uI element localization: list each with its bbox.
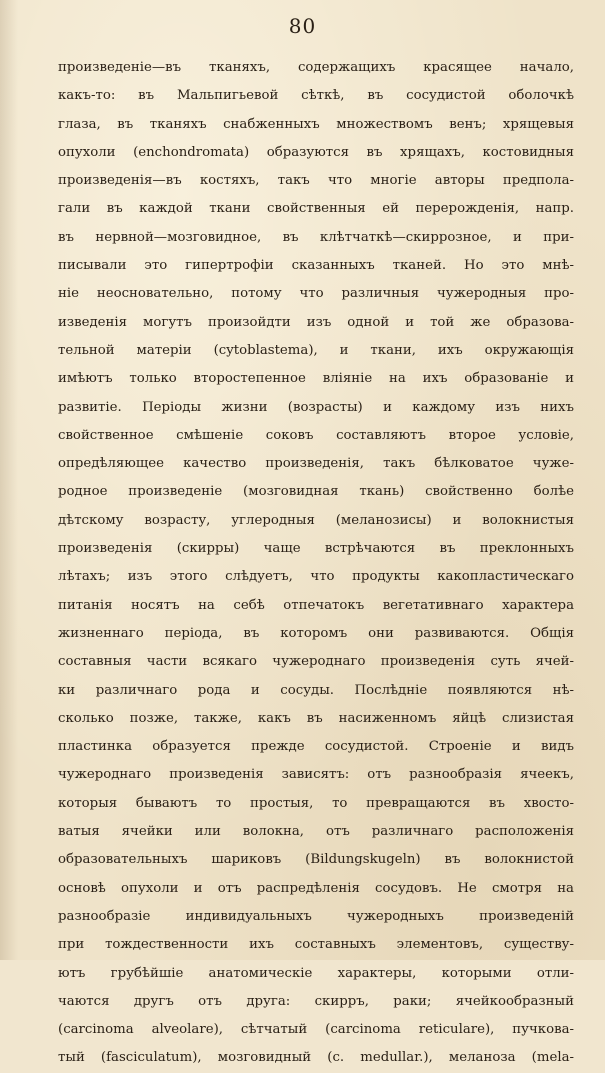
body-text [58, 54, 574, 1073]
text-line: опухоли (enchondromata) образуются въ хрящахъ, костовидныя [58, 144, 574, 160]
text-line: ніе неосновательно, потому что различныя чужеродныя про- [58, 286, 574, 302]
text-line: чужероднаго произведенія зависятъ: отъ разнообразія ячеекъ, [58, 767, 574, 783]
text-line: сколько позже, также, какъ въ насиженномъ яйцѣ слизистая [58, 710, 574, 726]
text-line: жизненнаго періода, въ которомъ они развиваются. Общія [58, 625, 574, 641]
text-line: лѣтахъ; изъ этого слѣдуетъ, что продукты какопластическаго [58, 569, 574, 585]
text-line: пластинка образуется прежде сосудистой. Строеніе и видъ [58, 739, 574, 755]
text-line: ватыя ячейки или волокна, отъ различнаго расположенія [58, 824, 574, 840]
text-line: составныя части всякаго чужероднаго произведенія суть ячей- [58, 654, 574, 670]
text-line: (carcinoma alveolare), сѣтчатый (carcinoma reticulare), пучкова- [58, 1022, 574, 1038]
text-line: родное произведеніе (мозговидная ткань) свойственно болѣе [58, 484, 574, 500]
text-line: питанія носятъ на себѣ отпечатокъ вегетативнаго характера [58, 597, 574, 613]
text-line: основѣ опухоли и отъ распредѣленія сосудовъ. Не смотря на [58, 880, 574, 896]
text-line: какъ-то: въ Мальпигьевой сѣткѣ, въ сосудистой оболочкѣ [58, 88, 574, 104]
text-line: свойственное смѣшеніе соковъ составляютъ второе условіе, [58, 427, 574, 443]
text-line: писывали это гипертрофіи сказанныхъ тканей. Но это мнѣ- [58, 258, 574, 274]
text-line: которыя бываютъ то простыя, то превращаются въ хвосто- [58, 795, 574, 811]
text-line: произведеніе—въ тканяхъ, содержащихъ красящее начало, [58, 60, 574, 75]
text-line: при тождественности ихъ составныхъ элементовъ, существу- [58, 937, 574, 953]
text-line: образовательныхъ шариковъ (Bildungskugeln) въ волокнистой [58, 852, 574, 868]
text-line: ки различнаго рода и сосуды. Послѣдніе появляются нѣ- [58, 682, 574, 698]
text-line: чаются другъ отъ друга: скирръ, раки; ячейкообразный [58, 993, 574, 1009]
text-line: опредѣляющее качество произведенія, такъ бѣлковатое чуже- [58, 456, 574, 472]
text-line: произведенія (скирры) чаще встрѣчаются въ преклонныхъ [58, 541, 574, 557]
text-line: глаза, въ тканяхъ снабженныхъ множествомъ венъ; хрящевыя [58, 116, 574, 132]
text-line: гали въ каждой ткани свойственныя ей перерожденія, напр. [58, 201, 574, 217]
text-line: разнообразіе индивидуальныхъ чужеродныхъ произведеній [58, 908, 574, 924]
text-line: развитіе. Періоды жизни (возрасты) и каждому изъ нихъ [58, 399, 574, 415]
text-line: въ нервной—мозговидное, въ клѣтчаткѣ—скиррозное, и при- [58, 229, 574, 245]
text-line: произведенія—въ костяхъ, такъ что многіе авторы предпола- [58, 173, 574, 189]
page-number: 80 [288, 14, 317, 38]
text-line: тельной матеріи (cytoblastema), и ткани, ихъ окружающія [58, 342, 574, 358]
text-line: имѣютъ только второстепенное вліяніе на ихъ образованіе и [58, 371, 574, 387]
text-line: ютъ грубѣйшіе анатомическіе характеры, которыми отли- [58, 965, 574, 981]
text-line: дѣтскому возрасту, углеродныя (меланозисы) и волокнистыя [58, 512, 574, 528]
text-line: изведенія могутъ произойдти изъ одной и той же образова- [58, 314, 574, 330]
page-edge-shadow [0, 0, 18, 960]
text-line: тый (fasciculatum), мозговидный (c. medullar.), меланоза (mela- [58, 1050, 574, 1066]
